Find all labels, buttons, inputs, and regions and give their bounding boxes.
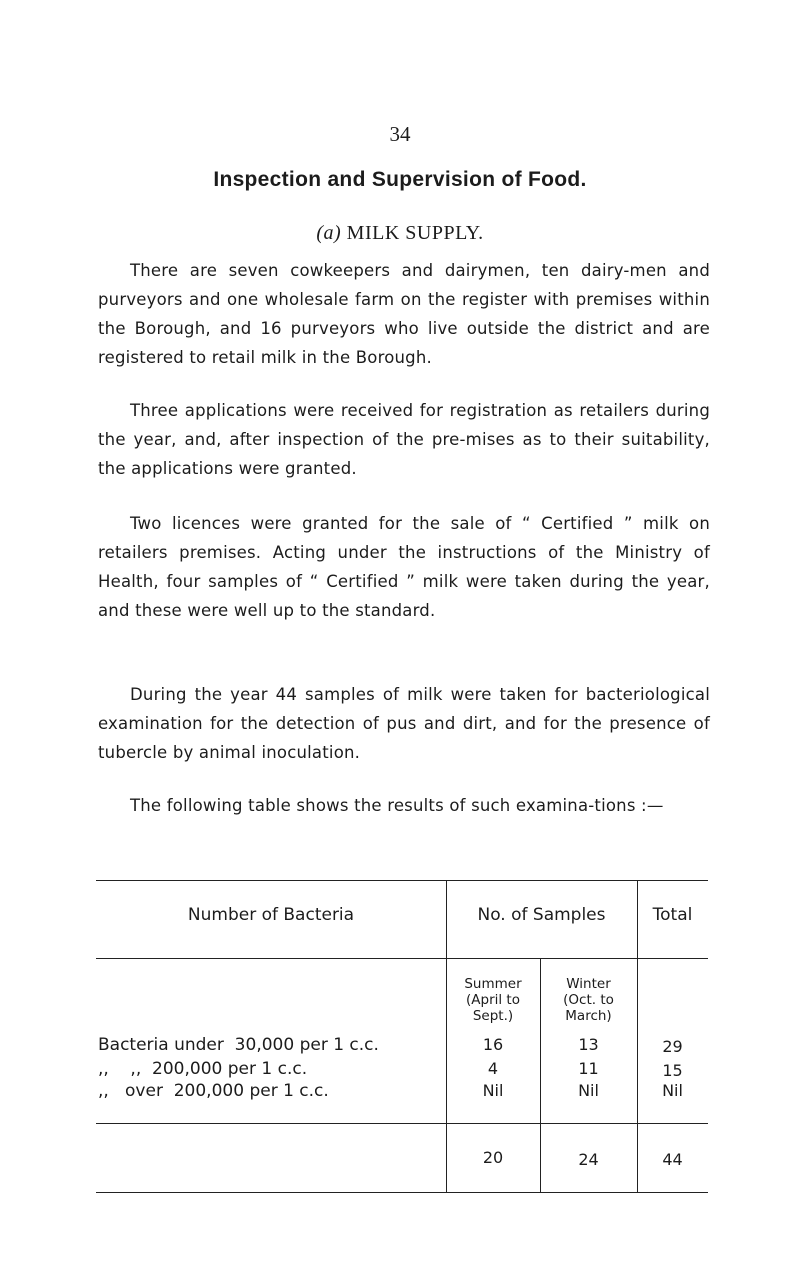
total-winter: 24 — [578, 1150, 599, 1169]
table-bottom-rule — [96, 1192, 708, 1193]
winter-line-3: March) — [565, 1008, 612, 1024]
row-total-value: 15 — [662, 1061, 683, 1080]
row-winter-value: Nil — [578, 1081, 599, 1100]
header-number-of-bacteria: Number of Bacteria — [187, 905, 355, 925]
row-total-value: Nil — [662, 1081, 683, 1100]
table-divider-total — [637, 880, 638, 1192]
paragraph-register: There are seven cowkeepers and dairymen, ten dairy-men and purveyors and one wholesale farm on the register with premises within the Borough, and 16 purveyors who live outside the district and are registered to retail milk in the Borough. — [98, 261, 710, 367]
table-top-rule — [96, 880, 708, 881]
paragraph-licences: Two licences were granted for the sale of “ Certified ” milk on retailers premises. Acting under the instructions of the Ministry of Health, four samples of “ Certified ” milk were taken during the year, and these were well up to the standard. — [98, 514, 710, 620]
row-winter-value: 11 — [578, 1059, 599, 1078]
winter-line-2: (Oct. to — [563, 992, 614, 1008]
row-total-value: 29 — [662, 1037, 683, 1056]
header-no-of-samples: No. of Samples — [477, 905, 606, 925]
table-header-rule — [96, 958, 708, 959]
row-label: ,, over 200,000 per 1 c.c. — [98, 1081, 329, 1101]
page-number: 34 — [389, 122, 411, 146]
row-summer-value: 16 — [482, 1035, 504, 1054]
summer-line-1: Summer — [464, 976, 522, 992]
page-title: Inspection and Supervision of Food. — [213, 168, 587, 191]
row-summer-value: Nil — [482, 1081, 504, 1100]
summer-line-3: Sept.) — [472, 1008, 514, 1024]
section-subtitle — [0, 222, 800, 245]
summer-line-2: (April to — [466, 992, 520, 1008]
winter-column-header — [540, 976, 637, 1024]
winter-line-1: Winter — [566, 976, 611, 992]
row-winter-value: 13 — [578, 1035, 599, 1054]
summer-column-header — [446, 976, 540, 1024]
paragraph-table-intro: The following table shows the results of such examina-tions :— — [130, 796, 664, 815]
row-label: Bacteria under 30,000 per 1 c.c. — [98, 1035, 379, 1055]
header-total: Total — [652, 905, 693, 925]
total-grand: 44 — [662, 1150, 683, 1169]
paragraph-applications: Three applications were received for registration as retailers during the year, and, after inspection of the pre-mises as to their suitability, the applications were granted. — [98, 401, 710, 478]
subtitle-prefix: (a) — [316, 222, 342, 244]
paragraph-samples: During the year 44 samples of milk were taken for bacteriological examination for the detection of pus and dirt, and for the presence of tubercle by animal inoculation. — [98, 685, 710, 762]
row-summer-value: 4 — [487, 1059, 499, 1078]
total-summer: 20 — [482, 1148, 504, 1167]
subtitle-text: MILK SUPPLY. — [341, 222, 484, 244]
row-label: ,, ,, 200,000 per 1 c.c. — [98, 1059, 308, 1079]
table-totals-rule — [96, 1123, 708, 1124]
